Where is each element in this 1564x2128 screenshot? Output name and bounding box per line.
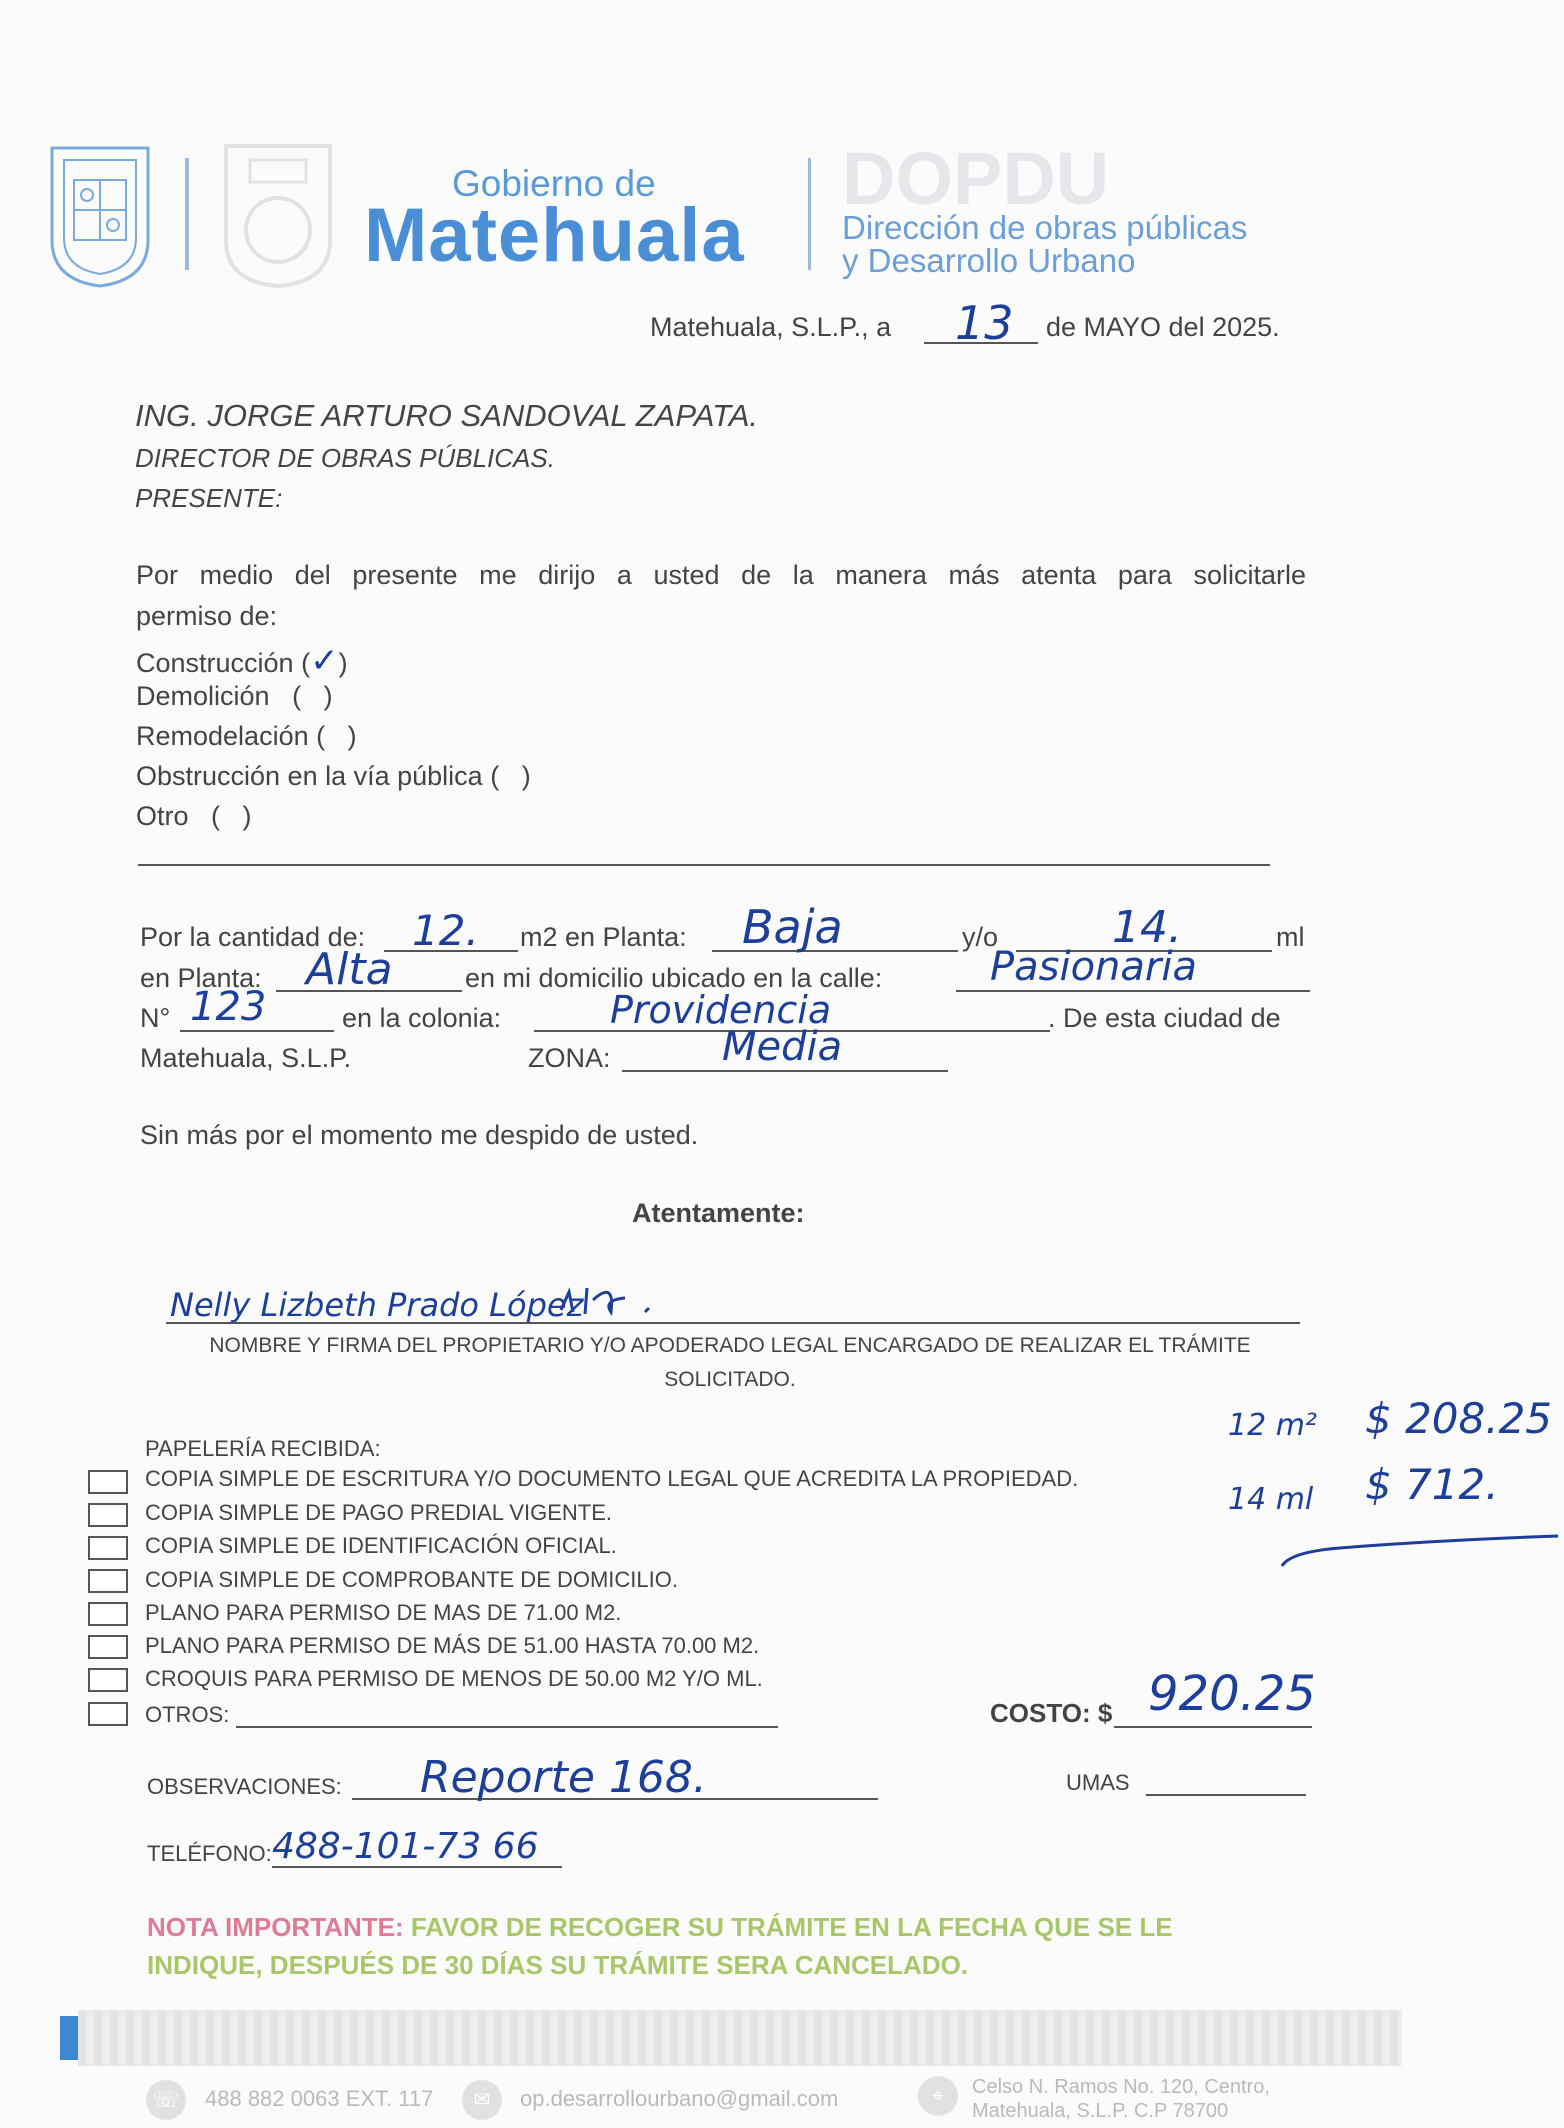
footer-email: op.desarrollourbano@gmail.com [520,2086,839,2111]
addressee-title: DIRECTOR DE OBRAS PÚBLICAS. [135,443,555,473]
signature-scribble [555,1270,705,1324]
papeleria-checkbox[interactable] [88,1702,128,1726]
planta1-value: Baja [742,900,843,954]
papeleria-checkbox[interactable] [88,1503,128,1527]
permit-option-otro: Otro ( ) [136,801,252,831]
label-yo: y/o [962,922,999,952]
permit-option-mark: ✓ [310,641,339,681]
footer-address-line2: Matehuala, S.L.P. C.P 78700 [972,2100,1229,2122]
label-cantidad: Por la cantidad de: [140,922,366,952]
calc-line1-qty: 12 m² [1228,1408,1317,1443]
label-matehuala: Matehuala, S.L.P. [140,1043,352,1073]
permit-option-construccion: Construcción (✓) [136,641,348,681]
footer-phone: 488 882 0063 EXT. 117 [205,2086,434,2111]
calc-line2-qty: 14 ml [1228,1482,1314,1517]
permit-option-label: Demolición [136,681,270,711]
zona-value: Media [722,1024,843,1070]
nota-line1 [147,1912,1173,1943]
umas-line [1146,1794,1306,1796]
permit-options-divider [138,864,1270,866]
papeleria-item: PLANO PARA PERMISO DE MAS DE 71.00 M2. [145,1600,622,1625]
papeleria-item: COPIA SIMPLE DE PAGO PREDIAL VIGENTE. [145,1500,613,1525]
dept-name-line2: y Desarrollo Urbano [842,242,1136,279]
papeleria-checkbox[interactable] [88,1668,128,1692]
addressee-name: ING. JORGE ARTURO SANDOVAL ZAPATA. [135,398,758,433]
date-prefix: Matehuala, S.L.P., a [650,312,892,342]
papeleria-checkbox[interactable] [88,1569,128,1593]
planta2-value: Alta [306,944,393,995]
telefono-value: 488-101-73 66 [272,1826,539,1867]
zona-line [622,1070,948,1072]
papeleria-checkbox[interactable] [88,1536,128,1560]
permit-option-label: Remodelación [136,721,309,751]
calc-line2-amount: $ 712. [1365,1460,1499,1509]
umas-label: UMAS [1066,1770,1130,1795]
label-en-planta: en Planta: [140,963,262,993]
gov-line2: Matehuala [364,193,745,278]
signature-caption-line2: SOLICITADO. [664,1368,796,1391]
nota-label: NOTA IMPORTANTE: [147,1912,404,1942]
label-zona: ZONA: [528,1043,611,1073]
label-m2: m2 en Planta: [520,922,687,952]
observaciones-label: OBSERVACIONES: [147,1774,342,1799]
nota-text-line2: INDIQUE, DESPUÉS DE 30 DÍAS SU TRÁMITE SERA CANCELADO. [147,1950,969,1980]
numero-value: 123 [190,984,267,1030]
ml-value: 14. [1112,902,1182,953]
permit-option-label: Otro [136,801,189,831]
gov-line1: Gobierno de [452,163,656,204]
calle-line [956,990,1310,992]
colonia-value: Providencia [610,988,832,1032]
otros-line [236,1726,778,1728]
email-icon: ✉ [462,2080,502,2120]
date-day: 13 [955,296,1014,350]
closing-text: Sin más por el momento me despido de usted. [140,1120,699,1150]
permit-option-label: Obstrucción en la vía pública [136,761,483,791]
label-ml: ml [1276,922,1305,952]
header-divider [185,158,189,270]
phone-icon: ☏ [146,2080,186,2120]
dept-name-line1: Dirección de obras públicas [842,209,1248,246]
permit-option-label: Construcción [136,648,294,678]
papeleria-title: PAPELERÍA RECIBIDA: [145,1436,381,1461]
location-icon: ⌖ [918,2076,958,2116]
papeleria-item: PLANO PARA PERMISO DE MÁS DE 51.00 HASTA 70.00 M2. [145,1633,760,1658]
header-divider-2 [808,158,811,270]
label-no: N° [140,1003,171,1033]
footer-band [78,2010,1402,2066]
date-suffix: de MAYO del 2025. [1046,312,1280,342]
costo-line [1114,1726,1312,1728]
papeleria-checkbox[interactable] [88,1602,128,1626]
atentamente: Atentamente: [632,1198,805,1228]
calc-line1-amount: $ 208.25 [1365,1394,1553,1443]
papeleria-item: COPIA SIMPLE DE IDENTIFICACIÓN OFICIAL. [145,1533,617,1558]
nota-text-line1: FAVOR DE RECOGER SU TRÁMITE EN LA FECHA QUE SE LE [410,1912,1173,1942]
papeleria-item: OTROS: [145,1702,230,1727]
intro-line1: Por medio del presente me dirijo a usted de la manera más atenta para solicitarle [136,560,1306,590]
permit-option-demolicion: Demolición ( ) [136,681,333,711]
papeleria-item: COPIA SIMPLE DE COMPROBANTE DE DOMICILIO. [145,1567,678,1592]
papeleria-checkbox[interactable] [88,1635,128,1659]
addressee-presente: PRESENTE: [135,483,283,513]
papeleria-item: CROQUIS PARA PERMISO DE MENOS DE 50.00 M2 Y/O ML. [145,1666,763,1691]
intro-line2: permiso de: [136,601,278,631]
label-domicilio: en mi domicilio ubicado en la calle: [465,963,883,993]
footer-address-line1: Celso N. Ramos No. 120, Centro, [972,2076,1270,2098]
papeleria-item: COPIA SIMPLE DE ESCRITURA Y/O DOCUMENTO LEGAL QUE ACREDITA LA PROPIEDAD. [145,1466,1079,1491]
dept-acronym: DOPDU [842,137,1110,220]
costo-value: 920.25 [1148,1666,1316,1722]
label-colonia: en la colonia: [342,1003,502,1033]
permit-option-remodelacion: Remodelación ( ) [136,721,357,751]
papeleria-checkbox[interactable] [88,1470,128,1494]
label-ciudad: . De esta ciudad de [1048,1003,1281,1033]
signature-handwritten: Nelly Lizbeth Prado López [170,1286,584,1324]
costo-label: COSTO: $ [990,1698,1113,1728]
signature-caption-line1: NOMBRE Y FIRMA DEL PROPIETARIO Y/O APODERADO LEGAL ENCARGADO DE REALIZAR EL TRÁMITE [209,1334,1251,1357]
telefono-label: TELÉFONO: [147,1841,272,1866]
municipal-shield-logo [44,140,156,290]
signature-line [166,1322,1300,1324]
cantidad-value: 12. [412,906,479,955]
footer-band-accent [60,2016,78,2060]
calc-underline [1280,1528,1560,1568]
calle-value: Pasionaria [990,944,1197,990]
permit-option-obstruccion: Obstrucción en la vía pública ( ) [136,761,531,791]
faded-emblem-logo [220,140,336,290]
observaciones-value: Reporte 168. [420,1752,707,1803]
numero-line [180,1030,334,1032]
